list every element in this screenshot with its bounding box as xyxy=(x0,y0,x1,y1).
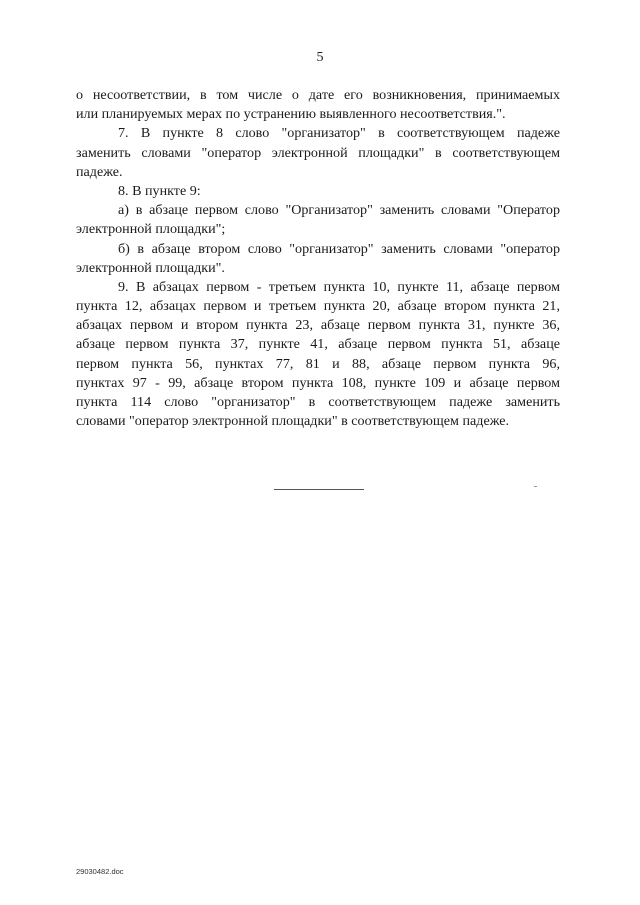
text-line: первом пункта 56, пунктах 77, 81 и 88, абзаце первом пункта 96, xyxy=(76,355,560,372)
text-line: электронной площадки"; xyxy=(76,221,226,238)
text-line: пункта 12, абзацах первом и третьем пункта 20, абзаце втором пункта 21, xyxy=(76,298,560,315)
end-of-text-divider xyxy=(274,489,364,490)
text-line: б) в абзаце втором слово "организатор" заменить словами "оператор xyxy=(118,240,560,257)
text-line: падеже. xyxy=(76,163,123,180)
text-line: заменить словами "оператор электронной площадки" в соответствующем xyxy=(76,144,560,161)
footer-filename: 29030482.doc xyxy=(76,867,124,876)
page-number: 5 xyxy=(316,50,324,65)
text-line: о несоответствии, в том числе о дате его возникновения, принимаемых xyxy=(76,87,560,103)
text-line: а) в абзаце первом слово "Организатор" заменить словами "Оператор xyxy=(118,202,560,219)
text-line: абзаце первом пункта 37, пункте 41, абзаце первом пункта 51, абзаце xyxy=(76,336,560,353)
scan-mark xyxy=(534,486,537,487)
document-body xyxy=(76,86,560,431)
text-line: абзацах первом и втором пункта 23, абзаце первом пункта 31, пункте 36, xyxy=(76,317,560,334)
text-line: пункта 114 слово "организатор" в соответствующем падеже заменить xyxy=(76,394,560,410)
text-line: 8. В пункте 9: xyxy=(118,182,201,199)
text-line: словами "оператор электронной площадки" в соответствующем падеже. xyxy=(76,413,510,430)
text-line: 7. В пункте 8 слово "организатор" в соответствующем падеже xyxy=(118,125,560,142)
text-line: электронной площадки". xyxy=(76,259,225,276)
text-line: или планируемых мерах по устранению выявленного несоответствия.". xyxy=(76,106,506,123)
text-line: 9. В абзацах первом - третьем пункта 10, пункте 11, абзаце первом xyxy=(118,278,560,295)
text-line: пунктах 97 - 99, абзаце втором пункта 108, пункте 109 и абзаце первом xyxy=(76,374,560,391)
